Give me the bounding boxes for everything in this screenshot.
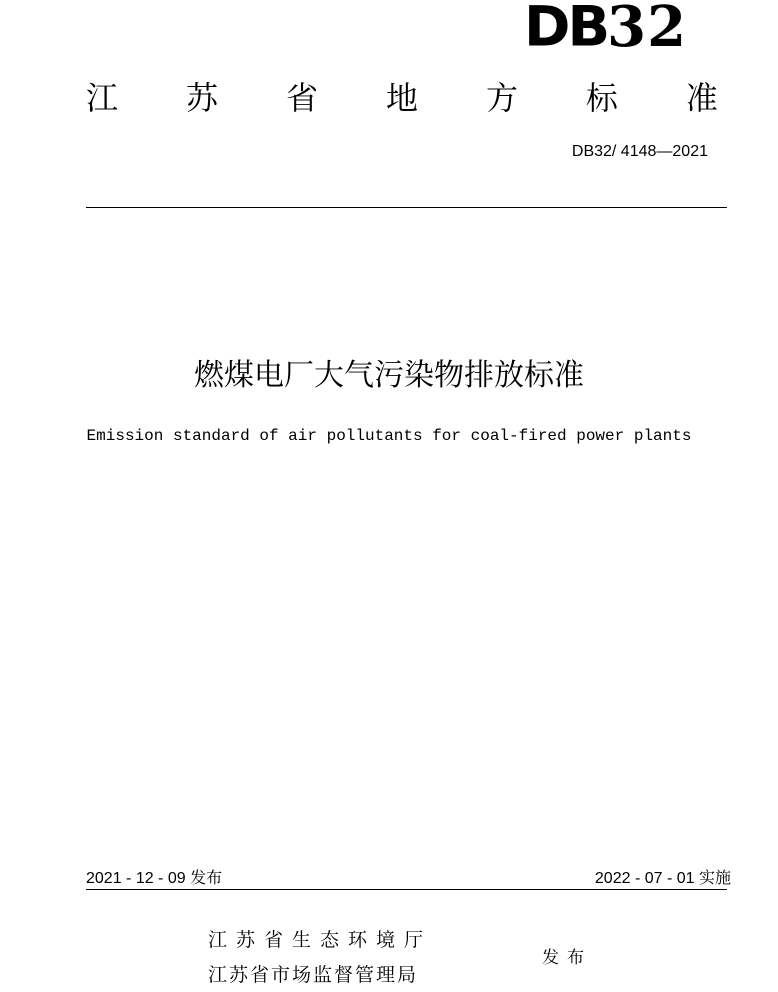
title-char: 标: [585, 79, 618, 117]
db-logo-letters: DB: [524, 0, 608, 60]
date-row: [86, 866, 731, 890]
issuer-market-regulation-bureau: 江苏省市场监督管理局: [208, 964, 419, 986]
publish-label: 发布: [542, 948, 592, 968]
implement-label: 实施: [698, 868, 731, 887]
standard-number: DB32/ 4148—2021: [571, 143, 708, 160]
title-char: 方: [485, 79, 518, 117]
db32-logo: [524, 0, 714, 60]
title-char: 江: [86, 79, 119, 117]
standard-category-title: [86, 76, 718, 120]
issuer-environment-department: 江苏省生态环境厅: [208, 929, 433, 951]
issue-label: 发布: [190, 868, 223, 887]
issue-date: 2021 - 12 - 09: [86, 870, 186, 887]
title-char: 地: [385, 79, 418, 117]
title-char: 准: [685, 79, 718, 117]
issue-date-block: [86, 866, 222, 891]
title-char: 省: [285, 79, 318, 117]
document-title-zh: 燃煤电厂大气污染物排放标准: [194, 358, 584, 393]
document-title-en: Emission standard of air pollutants for coal-fired power plants: [86, 427, 692, 445]
bottom-divider: [86, 889, 727, 890]
title-char: 苏: [185, 79, 218, 117]
implement-date-block: [595, 866, 731, 891]
implement-date: 2022 - 07 - 01: [594, 870, 695, 887]
db-logo-number: 32: [607, 0, 688, 60]
top-divider: [86, 207, 727, 208]
